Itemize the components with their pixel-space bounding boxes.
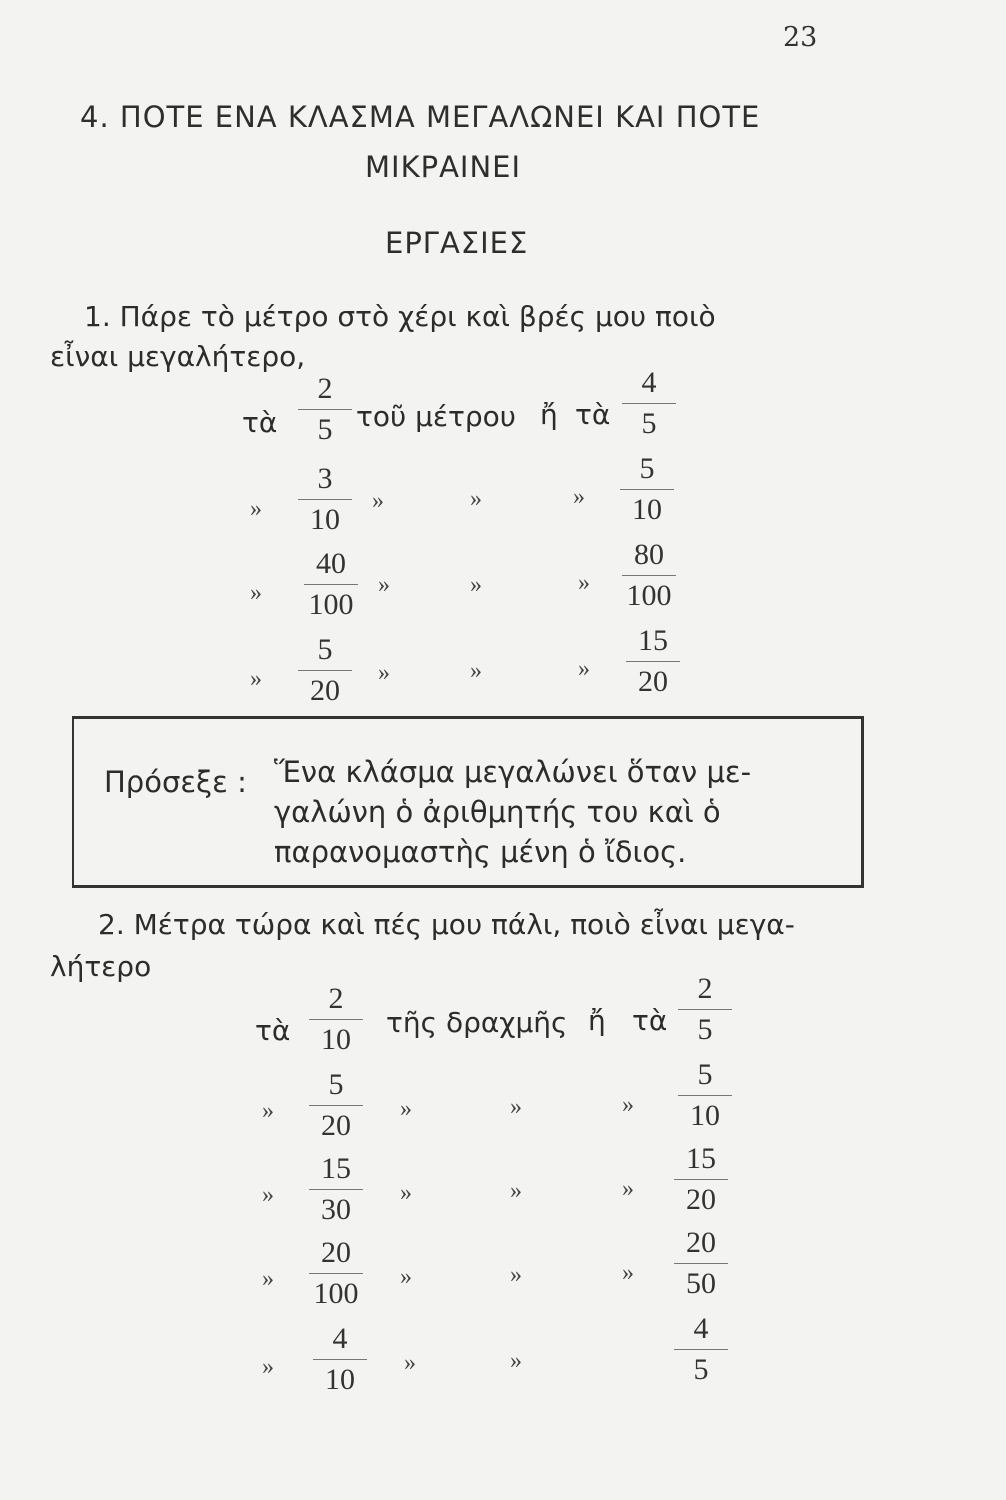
note-box — [72, 716, 864, 888]
numerator: 5 — [639, 452, 655, 485]
ditto-mark: » — [573, 484, 585, 510]
fraction-bar — [298, 670, 352, 671]
denominator: 10 — [690, 1099, 720, 1132]
ditto-mark: » — [510, 1262, 522, 1288]
fraction-bar — [678, 1009, 732, 1010]
fraction-left — [290, 462, 360, 537]
denominator: 10 — [310, 503, 340, 536]
fraction-left — [301, 982, 371, 1057]
denominator: 10 — [325, 1363, 355, 1396]
numerator: 20 — [686, 1226, 716, 1259]
denominator: 5 — [697, 1013, 713, 1046]
fraction-right — [670, 972, 740, 1047]
fraction-right — [666, 1142, 736, 1217]
fraction-bar — [622, 403, 676, 404]
ditto-mark: » — [622, 1260, 634, 1286]
ditto-mark: » — [250, 666, 262, 692]
numerator: 2 — [328, 982, 344, 1015]
ditto-mark: » — [378, 660, 390, 686]
fraction-left — [296, 547, 366, 622]
denominator: 10 — [632, 493, 662, 526]
denominator: 20 — [321, 1109, 351, 1142]
ditto-mark: » — [262, 1266, 274, 1292]
fraction-right — [612, 452, 682, 527]
denominator: 20 — [310, 674, 340, 707]
ditto-mark: » — [578, 656, 590, 682]
note-line3: παρανομαστὴς μένη ὁ ἴδιος. — [274, 835, 687, 869]
exercise1-line2: εἶναι μεγαλήτερο, — [50, 340, 306, 373]
numerator: 15 — [686, 1142, 716, 1175]
ditto-mark: » — [262, 1182, 274, 1208]
fraction-left — [290, 633, 360, 708]
note-label: Πρόσεξε : — [104, 765, 247, 799]
fraction-bar — [313, 1359, 367, 1360]
numerator: 4 — [693, 1312, 709, 1345]
ditto-mark: » — [622, 1092, 634, 1118]
ditto-mark: » — [372, 488, 384, 514]
ditto-mark: » — [400, 1180, 412, 1206]
exercise1-line1: 1. Πάρε τὸ μέτρο στὸ χέρι καὶ βρές μου ποιὸ — [84, 300, 716, 333]
denominator: 10 — [321, 1023, 351, 1056]
ditto-mark: » — [250, 580, 262, 606]
numerator: 15 — [638, 624, 668, 657]
fraction-bar — [309, 1019, 363, 1020]
fraction-left — [305, 1322, 375, 1397]
fraction-bar — [622, 575, 676, 576]
page-number: 23 — [783, 22, 818, 53]
denominator: 30 — [321, 1193, 351, 1226]
numerator: 3 — [317, 462, 333, 495]
fraction-bar — [678, 1095, 732, 1096]
fraction-bar — [674, 1179, 728, 1180]
fraction-left — [301, 1152, 371, 1227]
fraction-bar — [309, 1105, 363, 1106]
denominator: 100 — [308, 588, 354, 621]
ditto-mark: » — [578, 570, 590, 596]
numerator: 20 — [321, 1236, 351, 1269]
denominator: 20 — [638, 665, 668, 698]
fraction-right — [614, 538, 684, 613]
numerator: 5 — [328, 1068, 344, 1101]
or-word: ἤ — [588, 1004, 606, 1037]
numerator: 4 — [641, 366, 657, 399]
ditto-mark: » — [622, 1176, 634, 1202]
section-title-line1: 4. ΠΟΤΕ ΕΝΑ ΚΛΑΣΜΑ ΜΕΓΑΛΩΝΕΙ ΚΑΙ ΠΟΤΕ — [80, 100, 761, 134]
fraction-right — [618, 624, 688, 699]
denominator: 100 — [626, 579, 672, 612]
ditto-mark: » — [470, 572, 482, 598]
numerator: 5 — [697, 1058, 713, 1091]
fraction-bar — [620, 489, 674, 490]
fraction-bar — [626, 661, 680, 662]
ta-word-2: τὰ — [575, 398, 611, 431]
fraction-bar — [304, 584, 358, 585]
fraction-right — [666, 1226, 736, 1301]
denominator: 20 — [686, 1183, 716, 1216]
ditto-mark: » — [470, 486, 482, 512]
fraction-right — [614, 366, 684, 441]
ditto-mark: » — [400, 1264, 412, 1290]
fraction-left — [290, 372, 360, 447]
fraction-bar — [298, 499, 352, 500]
ditto-mark: » — [510, 1094, 522, 1120]
numerator: 5 — [317, 633, 333, 666]
ditto-mark: » — [404, 1350, 416, 1376]
ta-word: τὰ — [255, 1014, 291, 1047]
note-line2: γαλώνη ὁ ἀριθμητής του καὶ ὁ — [274, 795, 721, 829]
ditto-mark: » — [262, 1098, 274, 1124]
fraction-bar — [298, 409, 352, 410]
ditto-mark: » — [378, 572, 390, 598]
numerator: 15 — [321, 1152, 351, 1185]
ditto-mark: » — [510, 1178, 522, 1204]
denominator: 5 — [641, 407, 657, 440]
ta-word: τὰ — [242, 406, 278, 439]
fraction-bar — [674, 1349, 728, 1350]
ditto-mark: » — [250, 496, 262, 522]
ditto-mark: » — [510, 1348, 522, 1374]
fraction-bar — [309, 1273, 363, 1274]
note-line1: Ἕνα κλάσμα μεγαλώνει ὅταν με- — [274, 755, 752, 789]
denominator: 5 — [693, 1353, 709, 1386]
numerator: 40 — [316, 547, 346, 580]
fraction-right — [666, 1312, 736, 1387]
ditto-mark: » — [262, 1354, 274, 1380]
numerator: 4 — [332, 1322, 348, 1355]
fraction-left — [301, 1068, 371, 1143]
unit-word: τοῦ μέτρου — [356, 400, 517, 433]
numerator: 2 — [697, 972, 713, 1005]
denominator: 50 — [686, 1267, 716, 1300]
denominator: 5 — [317, 413, 333, 446]
unit-word: τῆς δραχμῆς — [386, 1006, 568, 1039]
section-title-line2: ΜΙΚΡΑΙΝΕΙ — [365, 150, 522, 184]
exercise2-line1: 2. Μέτρα τώρα καὶ πές μου πάλι, ποιὸ εἶναι μεγα- — [98, 908, 795, 941]
ta-word-2: τὰ — [632, 1004, 668, 1037]
ditto-mark: » — [400, 1096, 412, 1122]
fraction-bar — [309, 1189, 363, 1190]
fraction-right — [670, 1058, 740, 1133]
fraction-left — [301, 1236, 371, 1311]
exercise2-line2: λήτερο — [50, 950, 152, 983]
subtitle: ΕΡΓΑΣΙΕΣ — [385, 226, 529, 260]
numerator: 2 — [317, 372, 333, 405]
numerator: 80 — [634, 538, 664, 571]
fraction-bar — [674, 1263, 728, 1264]
or-word: ἤ — [540, 398, 558, 431]
denominator: 100 — [313, 1277, 359, 1310]
ditto-mark: » — [470, 658, 482, 684]
